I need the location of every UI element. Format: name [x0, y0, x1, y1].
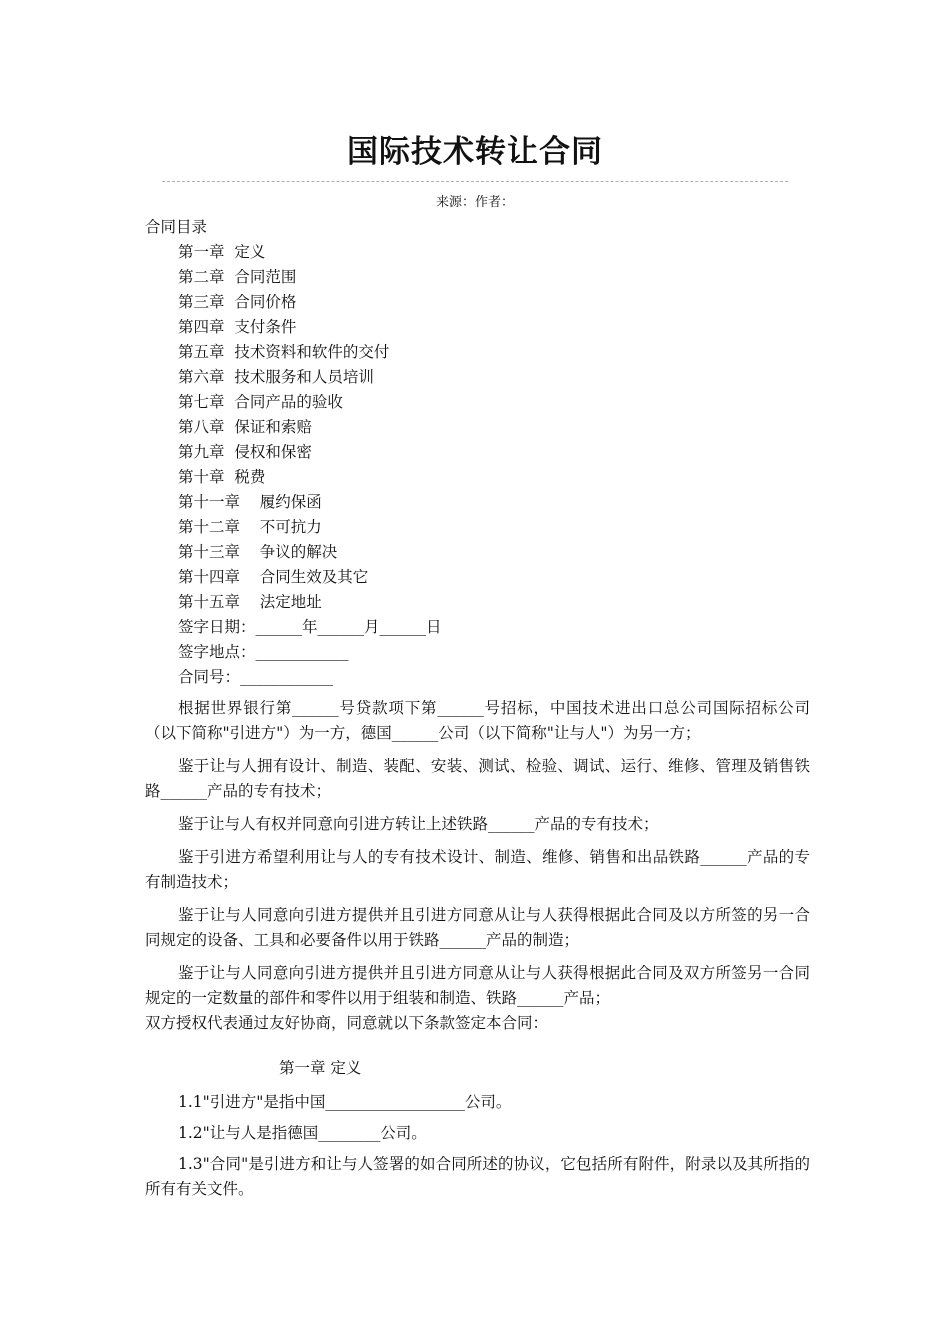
- toc-item: 第十四章 合同生效及其它: [178, 568, 369, 586]
- toc-item: 第三章 合同价格: [178, 293, 297, 311]
- toc-item: 第八章 保证和索赔: [178, 418, 312, 436]
- toc-item: 第四章 支付条件: [178, 318, 297, 336]
- toc-item: 第九章 侵权和保密: [178, 443, 312, 461]
- contract-number: 合同号：____________: [178, 668, 334, 686]
- toc-item: 第十一章 履约保函: [178, 493, 322, 511]
- toc-item: 第十章 税费: [178, 468, 266, 486]
- preamble-paragraph: 鉴于让与人有权并同意向引进方转让上述铁路______产品的专有技术；: [178, 815, 659, 833]
- clause: 1.1"引进方"是指中国__________________公司。: [178, 1093, 512, 1111]
- clause: 1.3"合同"是引进方和让与人签署的如合同所述的协议，它包括所有附件，附录以及其所指的所有有关文件。: [145, 1155, 810, 1198]
- preamble-paragraph: 鉴于让与人拥有设计、制造、装配、安装、测试、检验、调试、运行、维修、管理及销售铁路______产品的专有技术；: [145, 757, 810, 800]
- toc-item: 第十二章 不可抗力: [178, 518, 322, 536]
- toc-item: 第二章 合同范围: [178, 268, 297, 286]
- preamble-paragraph: 鉴于让与人同意向引进方提供并且引进方同意从让与人获得根据此合同及以方所签的另一合同规定的设备、工具和必要备件以用于铁路______产品的制造；: [145, 906, 810, 949]
- preamble-paragraph: 鉴于引进方希望利用让与人的专有技术设计、制造、维修、销售和出品铁路______产品的专有制造技术；: [145, 848, 810, 891]
- table-of-contents: [145, 240, 810, 615]
- chapter-heading: 第一章 定义: [279, 1059, 362, 1077]
- preamble-paragraph: 鉴于让与人同意向引进方提供并且引进方同意从让与人获得根据此合同及双方所签另一合同规定的一定数量的部件和零件以用于组装和制造、铁路______产品；: [145, 964, 810, 1007]
- signing-place: 签字地点：____________: [178, 643, 349, 661]
- toc-item: 第十五章 法定地址: [178, 593, 322, 611]
- agreement-statement: 双方授权代表通过友好协商，同意就以下条款签定本合同：: [145, 1014, 549, 1032]
- source-line: 来源：作者：: [435, 195, 514, 210]
- toc-item: 第五章 技术资料和软件的交付: [178, 343, 390, 361]
- document-title: 国际技术转让合同: [347, 134, 603, 170]
- toc-item: 第一章 定义: [178, 243, 266, 261]
- toc-item: 第七章 合同产品的验收: [178, 393, 343, 411]
- document-body: [145, 215, 810, 1202]
- signing-date: 签字日期：______年______月______日: [178, 618, 442, 636]
- preamble-paragraph: 根据世界银行第______号贷款项下第______号招标，中国技术进出口总公司国际招标公司（以下简称"引进方"）为一方，德国______公司（以下简称"让与人"）为另一方；: [145, 699, 810, 742]
- toc-item: 第十三章 争议的解决: [178, 543, 338, 561]
- title-divider: [162, 181, 788, 182]
- clause: 1.2"让与人是指德国________公司。: [178, 1124, 427, 1142]
- toc-item: 第六章 技术服务和人员培训: [178, 368, 374, 386]
- toc-heading: 合同目录: [145, 218, 208, 236]
